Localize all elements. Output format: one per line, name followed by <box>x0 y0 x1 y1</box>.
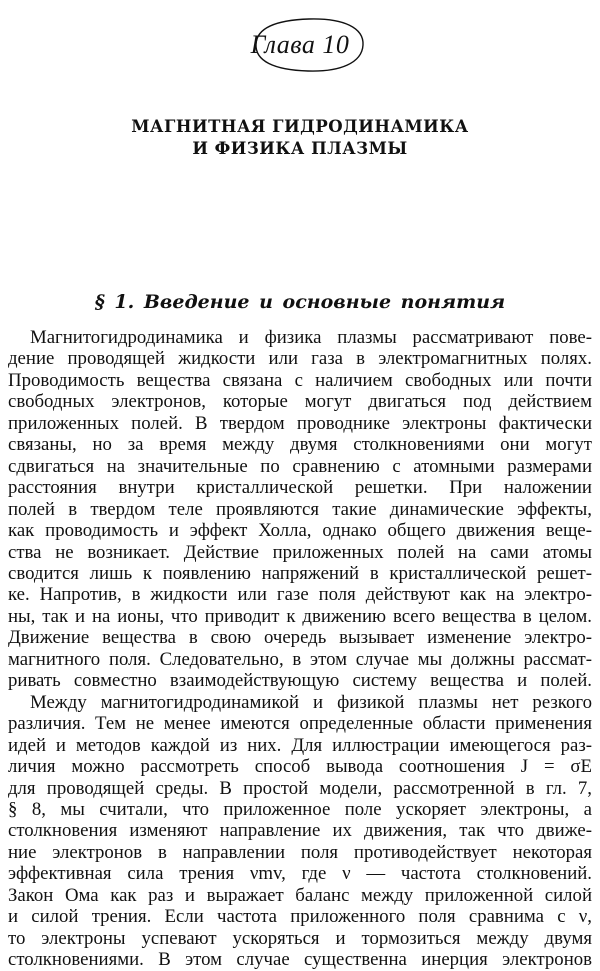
chapter-label: Глава 10 <box>250 30 350 59</box>
paragraph-line: для проводящей среды. В простой модели, рассмотренной в гл. 7, <box>8 777 592 799</box>
chapter-title <box>0 116 600 160</box>
paragraph-line: столкновения изменяют направление их движения, так что движе- <box>8 820 592 842</box>
paragraph-line: сводится лишь к появлению напряжений в кристаллической решет- <box>8 562 592 584</box>
paragraph-line: магнитного поля. Следовательно, в этом случае мы должны рассмат- <box>8 648 592 670</box>
paragraph-line: столкновениями. В этом случае существенна инерция электронов <box>8 949 592 971</box>
paragraph-line: свободных электронов, которые могут двигаться под действием <box>8 391 592 413</box>
paragraph-line: Между магнитогидродинамикой и физикой плазмы нет резкого <box>30 691 592 713</box>
paragraph-line: приложенных полей. В твердом проводнике электроны фактически <box>8 412 592 434</box>
paragraph-line: полей в твердом теле проявляются такие динамические эффекты, <box>8 498 592 520</box>
paragraph-line: различия. Тем не менее имеются определенные области применения <box>8 713 592 735</box>
paragraph-line: личия можно рассмотреть способ вывода соотношения J = σE <box>8 756 592 778</box>
body-text <box>8 327 592 971</box>
paragraph-line: ке. Напротив, в жидкости или газе поля действуют как на электро- <box>8 584 592 606</box>
paragraph-line: и силой трения. Если частота приложенного поля сравнима с ν, <box>8 906 592 928</box>
paragraph-line: ны, так и на ионы, что приводит к движению всего вещества в целом. <box>8 605 592 627</box>
paragraph-line: связаны, но за время между двумя столкновениями они могут <box>8 434 592 456</box>
paragraph-line: эффективная сила трения νmv, где ν — частота столкновений. <box>8 863 592 885</box>
paragraph-line: ние электронов в направлении поля противодействует некоторая <box>8 841 592 863</box>
paragraph-line: дение проводящей жидкости или газа в электромагнитных полях. <box>8 348 592 370</box>
paragraph-line: Магнитогидродинамика и физика плазмы рассматривают пове- <box>30 327 592 348</box>
paragraph-line: ривать совместно взаимодействующую систему вещества и полей. <box>8 670 592 692</box>
paragraph-line: сдвигаться на значительные по сравнению с атомными размерами <box>8 455 592 477</box>
paragraph-line: Закон Ома как раз и выражает баланс между приложенной силой <box>8 884 592 906</box>
chapter-title-line: МАГНИТНАЯ ГИДРОДИНАМИКА <box>131 117 469 136</box>
paragraph-line: ства не возникает. Действие приложенных полей на сами атомы <box>8 541 592 563</box>
paragraph-line: как проводимость и эффект Холла, однако общего движения веще- <box>8 520 592 542</box>
paragraph-line: расстояния внутри кристаллической решетки. При наложении <box>8 477 592 499</box>
paragraph-line: § 8, мы считали, что приложенное поле ускоряет электроны, а <box>8 798 592 820</box>
paragraph-line: идей и методов каждой из них. Для иллюстрации имеющегося раз- <box>8 734 592 756</box>
paragraph-line: то электроны успевают ускоряться и тормозиться между двумя <box>8 927 592 949</box>
chapter-title-line: И ФИЗИКА ПЛАЗМЫ <box>192 139 408 158</box>
paragraph-line: Движение вещества в свою очередь вызывает изменение электро- <box>8 627 592 649</box>
section-heading: § 1. Введение и основные понятия <box>94 291 506 313</box>
paragraph-line: Проводимость вещества связана с наличием свободных или почти <box>8 369 592 391</box>
